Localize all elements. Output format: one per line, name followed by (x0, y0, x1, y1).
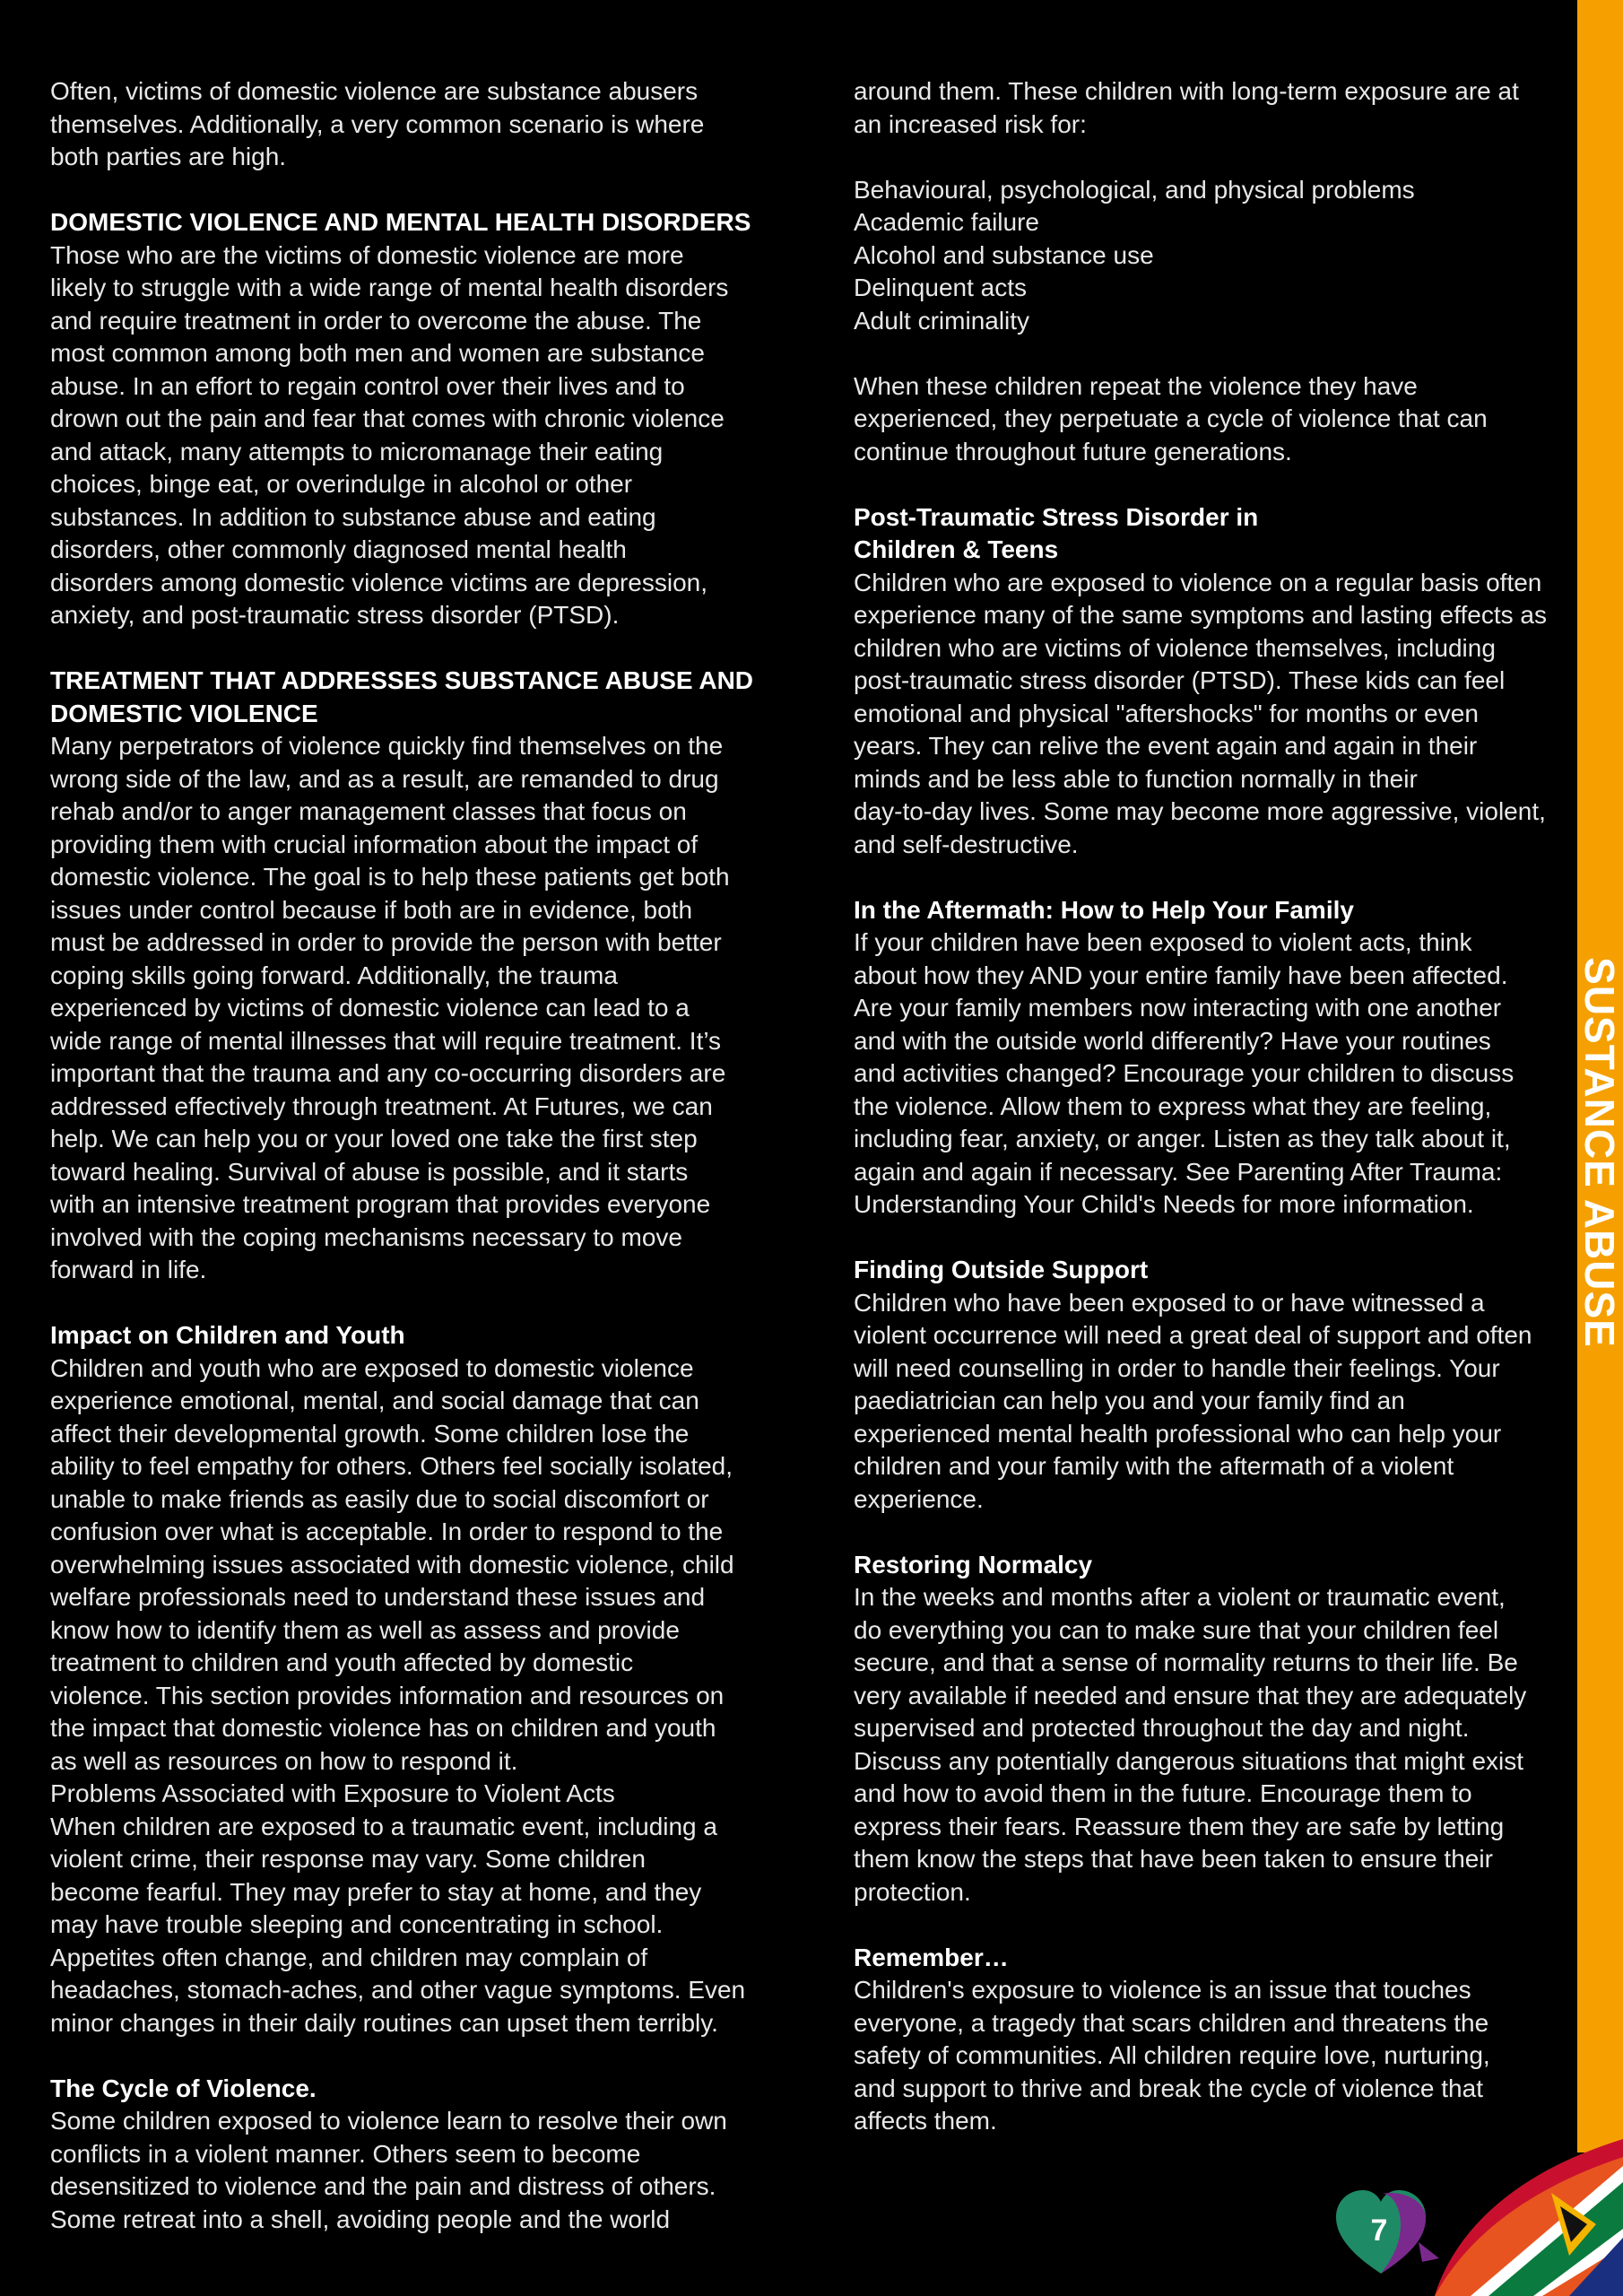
spacer (854, 1909, 1575, 1942)
risk-list-item: Behavioural, psychological, and physical problems (854, 175, 1415, 204)
spacer (854, 468, 1575, 501)
section-body-cycle: Some children exposed to violence learn to resolve their own conflicts in a violent manner. Others seem to become desensitized to violence and the pain and distress of others. Some retreat into a shell, avoiding people and the world (50, 2107, 727, 2233)
right-column (854, 75, 1575, 2138)
section-body-mental-health: Those who are the victims of domestic violence are more likely to struggle with a wide range of mental health disorders and require treatment in order to overcome the abuse. The most common among both men and women are substance abuse. In an effort to regain control over their lives and to drown out the pain and fear that comes with chronic violence and attack, many attempts to micromanage their eating choices, binge eat, or overindulge in alcohol or other substances. In addition to substance abuse and eating disorders, other commonly diagnosed mental health disorders among domestic violence victims are depression, anxiety, and post-traumatic stress disorder (PTSD). (50, 240, 729, 629)
risk-list-item: Adult criminality (854, 306, 1030, 335)
risk-list (854, 174, 1575, 338)
section-heading-impact: Impact on Children and Youth (50, 1321, 405, 1349)
section-body-ptsd: Children who are exposed to violence on a regular basis often experience many of the same symptoms and lasting effects as children who are victims of violence themselves, including post-traumatic stress disorder (PTSD). These kids can feel emotional and physical "aftershocks" for months or even years. They can relive the event again and again in their minds and be less able to function normally in their day-to-day lives. Some may become more aggressive, violent, and self-destructive. (854, 568, 1547, 858)
left-column (50, 75, 781, 2236)
intro-paragraph: Often, victims of domestic violence are substance abusers themselves. Additionally, a very common scenario is where both parties are high. (50, 77, 705, 170)
spacer (854, 861, 1575, 894)
section-body-treatment: Many perpetrators of violence quickly find themselves on the wrong side of the law, and as a result, are remanded to drug rehab and/or to anger management classes that focus on providing them with crucial information about the impact of domestic violence. The goal is to help these patients get both issues under control because if both are in evidence, both must be addressed in order to provide the person with better coping skills going forward. Additionally, the trauma experienced by victims of domestic violence can lead to a wide range of mental illnesses that will require treatment. It’s important that the trauma and any co-occurring disorders are addressed effectively through treatment. At Futures, we can help. We can help you or your loved one take the first step toward healing. Survival of abuse is possible, and it starts with an intensive treatment program that provides everyone involved with the coping mechanisms necessary to move forward in life. (50, 732, 730, 1283)
risk-list-item: Delinquent acts (854, 274, 1028, 301)
page-number: 7 (1370, 2213, 1388, 2248)
section-heading-normalcy: Restoring Normalcy (854, 1550, 1093, 1578)
spacer (854, 1222, 1575, 1255)
spacer (854, 337, 1575, 370)
cycle-conclusion-paragraph: When these children repeat the violence they have experienced, they perpetuate a cycle of violence that can continue throughout future generations. (854, 371, 1488, 465)
section-heading-aftermath: In the Aftermath: How to Help Your Family (854, 895, 1354, 924)
section-heading-remember: Remember… (854, 1943, 1009, 1971)
continuation-paragraph: around them. These children with long-term exposure are at an increased risk for: (854, 77, 1519, 138)
section-body-impact: Children and youth who are exposed to domestic violence experience emotional, mental, and social damage that can affect their developmental growth. Some children lose the ability to feel empathy for others. Others feel socially isolated, unable to make friends as easily due to social discomfort or confusion over what is acceptable. In order to respond to the overwhelming issues associated with domestic violence, child welfare professionals need to understand these issues and know how to identify them as well as assess and provide treatment to children and youth affected by domestic violence. This section provides information and resources on the impact that domestic violence has on children and youth as well as resources on how to respond it. Problems Associated with Exposure to Violent Acts When children are exposed to a traumatic event, including a violent crime, their response may vary. Some children become fearful. They may prefer to stay at home, and they may have trouble sleeping and concentrating in school. Appetites often change, and children may complain of headaches, stomach-aches, and other vague symptoms. Even minor changes in their daily routines can upset them terribly. (50, 1353, 746, 2037)
section-heading-treatment: TREATMENT THAT ADDRESSES SUBSTANCE ABUSE AND DOMESTIC VIOLENCE (50, 666, 754, 727)
section-body-support: Children who have been exposed to or have witnessed a violent occurrence will need a great deal of support and often will need counselling in order to handle their feelings. Your paediatrician can help you and your family find an experienced mental health professional who can help your children and your family with the aftermath of a violent experience. (854, 1288, 1532, 1513)
spacer (50, 174, 781, 207)
section-heading-ptsd: Post-Traumatic Stress Disorder in Children & Teens (854, 502, 1259, 563)
flag-decoration-icon (1435, 2139, 1623, 2296)
spacer (854, 1516, 1575, 1549)
risk-list-item: Alcohol and substance use (854, 240, 1154, 269)
spacer (50, 2039, 781, 2073)
section-heading-support: Finding Outside Support (854, 1256, 1149, 1283)
section-body-normalcy: In the weeks and months after a violent or traumatic event, do everything you can to make sure that your children feel secure, and that a sense of normality returns to their life. Be very available if needed and ensure that they are adequately supervised and protected throughout the day and night. Discuss any potentially dangerous situations that might exist and how to avoid them in the future. Encourage them to express their fears. Reassure them they are safe by letting them know the steps that have been taken to ensure their protection. (854, 1583, 1527, 1906)
section-body-remember: Children's exposure to violence is an issue that touches everyone, a tragedy that scars children and threatens the safety of communities. All children require love, nurturing, and support to thrive and break the cycle of violence that affects them. (854, 1976, 1490, 2135)
risk-list-item: Academic failure (854, 208, 1039, 236)
spacer (854, 141, 1575, 174)
section-body-aftermath: If your children have been exposed to violent acts, think about how they AND your entire family have been affected. Are your family members now interacting with one another and with the outside world differently? Have your routines and activities changed? Encourage your children to discuss the violence. Allow them to express what they are feeling, including fear, anxiety, or anger. Listen as they talk about it, again and again if necessary. See Parenting After Trauma: Understanding Your Child's Needs for more information. (854, 928, 1515, 1218)
spacer (50, 1287, 781, 1320)
side-title: SUSTANCE ABUSE (1576, 957, 1623, 1348)
section-heading-cycle: The Cycle of Violence. (50, 2074, 317, 2102)
spacer (50, 632, 781, 665)
section-heading-mental-health: DOMESTIC VIOLENCE AND MENTAL HEALTH DISORDERS (50, 208, 751, 236)
